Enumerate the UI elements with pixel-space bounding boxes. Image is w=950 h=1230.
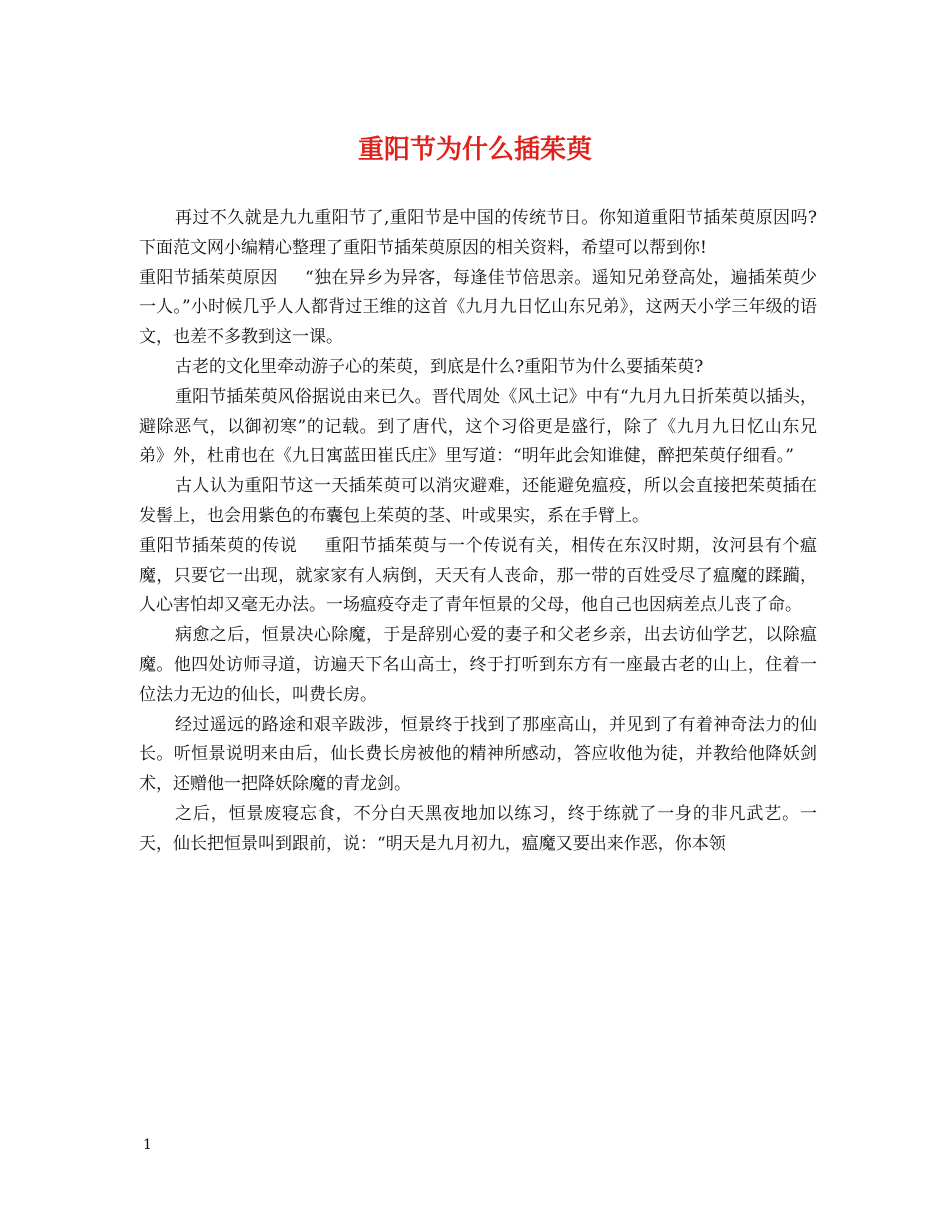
paragraph-text: 病愈之后，恒景决心除魔，于是辞别心爱的妻子和父老乡亲，出去访仙学艺，以除瘟魔。他四处访师寻道，访遍天下名山高士，终于打听到东方有一座最古老的山上，住着一位法力无边的仙长，叫费长房。 <box>139 625 817 705</box>
paragraph-text: 古人认为重阳节这一天插茱萸可以消灾避难，还能避免瘟疫，所以会直接把茱萸插在发髻上，也会用紫色的布囊包上茱萸的茎、叶或果实，系在手臂上。 <box>139 476 817 526</box>
paragraph-reason <box>139 264 817 353</box>
paragraph-journey <box>139 711 817 800</box>
paragraph-legend <box>139 532 817 621</box>
paragraph-origin <box>139 383 817 472</box>
paragraph-intro <box>139 204 817 264</box>
paragraph-text: 重阳节插茱萸与一个传说有关，相传在东汉时期，汝河县有个瘟魔，只要它一出现，就家家有人病倒，天天有人丧命，那一带的百姓受尽了瘟魔的蹂躏，人心害怕却又毫无办法。一场瘟疫夺走了青年恒景的父母，他自己也因病差点儿丧了命。 <box>139 535 817 616</box>
paragraph-recovery <box>139 621 817 710</box>
paragraph-question <box>139 353 817 383</box>
paragraph-text: 之后，恒景废寝忘食，不分白天黑夜地加以练习，终于练就了一身的非凡武艺。一天，仙长把恒景叫到跟前，说：“明天是九月初九，瘟魔又要出来作恶，你本领 <box>139 803 817 854</box>
paragraph-belief <box>139 472 817 532</box>
section-heading-reason: 重阳节插茱萸原因 <box>139 267 278 288</box>
paragraph-text: 经过遥远的路途和艰辛跋涉，恒景终于找到了那座高山，并见到了有着神奇法力的仙长。听恒景说明来由后，仙长费长房被他的精神所感动，答应收他为徒，并教给他降妖剑术，还赠他一把降妖除魔的青龙剑。 <box>139 714 817 795</box>
paragraph-text: “独在异乡为异客，每逢佳节倍思亲。遥知兄弟登高处，遍插茱萸少一人。”小时候几乎人人都背过王维的这首《九月九日忆山东兄弟》，这两天小学三年级的语文，也差不多教到这一课。 <box>139 267 817 348</box>
paragraph-training <box>139 800 817 860</box>
page-number: 1 <box>143 1137 152 1153</box>
paragraph-text: 再过不久就是九九重阳节了,重阳节是中国的传统节日。你知道重阳节插茱萸原因吗?下面范文网小编精心整理了重阳节插茱萸原因的相关资料，希望可以帮到你! <box>139 208 817 258</box>
document-title: 重阳节为什么插茱萸 <box>357 135 592 165</box>
document-body <box>139 204 817 860</box>
paragraph-text: 古老的文化里牵动游子心的茱萸，到底是什么?重阳节为什么要插茱萸? <box>175 356 704 377</box>
section-heading-legend: 重阳节插茱萸的传说 <box>139 535 298 556</box>
paragraph-text: 重阳节插茱萸风俗据说由来已久。晋代周处《风土记》中有“九月九日折茱萸以插头，避除恶气，以御初寒”的记载。到了唐代，这个习俗更是盛行，除了《九月九日忆山东兄弟》外，杜甫也在《九日寓蓝田崔氏庄》里写道：“明年此会知谁健，醉把茱萸仔细看。” <box>139 386 817 467</box>
